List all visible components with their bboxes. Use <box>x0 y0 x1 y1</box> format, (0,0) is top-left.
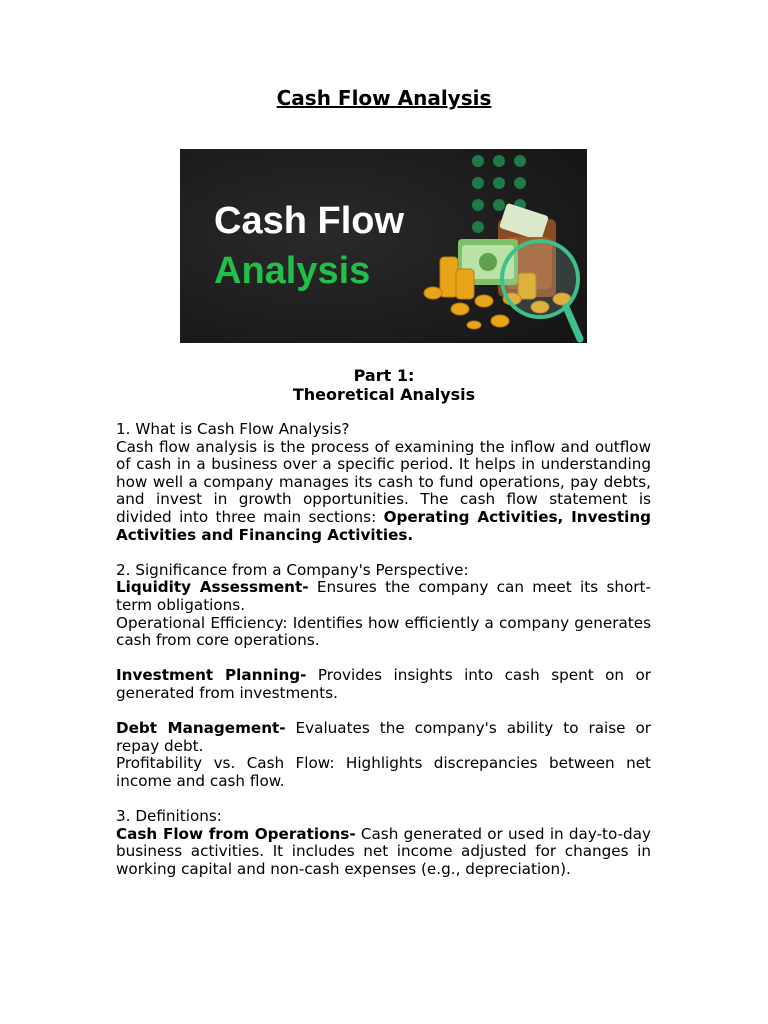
debt-item <box>116 720 651 755</box>
section-1-bold-list: Operating Activities, Investing Activities and Financing Activities. <box>116 507 651 544</box>
section-2-heading: 2. Significance from a Company's Perspective: <box>116 560 469 579</box>
document-title: Cash Flow Analysis <box>276 86 492 110</box>
part-title: Theoretical Analysis <box>292 385 476 404</box>
debt-text: Evaluates the company's ability to raise or repay debt. <box>116 719 651 755</box>
spacer <box>116 703 651 721</box>
cfo-text: Cash generated or used in day-to-day business activities. It includes net income adjusted for changes in working capital and non-cash expenses (e.g., depreciation). <box>116 824 651 878</box>
investment-text: Provides insights into cash spent on or generated from investments. <box>116 666 652 702</box>
profitability-item: Profitability vs. Cash Flow: Highlights discrepancies between net income and cash flow. <box>116 754 651 790</box>
operational-efficiency-item: Operational Efficiency: Identifies how efficiently a company generates cash from core operations. <box>116 613 651 650</box>
banner-title-line1: Cash Flow <box>214 200 405 242</box>
part-number: Part 1: <box>353 366 415 385</box>
liquidity-text: Ensures the company can meet its short-term obligations. <box>116 578 651 614</box>
spacer <box>116 790 651 808</box>
section-1-paragraph <box>116 439 651 545</box>
cfo-label: Cash Flow from Operations- <box>116 824 356 843</box>
section-3-heading: 3. Definitions: <box>116 807 222 826</box>
part-heading <box>0 366 768 404</box>
investment-label: Investment Planning- <box>116 666 307 685</box>
investment-item <box>116 667 651 702</box>
spacer <box>116 650 651 668</box>
cash-flow-banner-image <box>180 149 587 343</box>
liquidity-item <box>116 579 651 614</box>
banner-title-line2: Analysis <box>214 250 371 292</box>
liquidity-label: Liquidity Assessment- <box>116 578 309 597</box>
spacer <box>116 544 651 562</box>
cfo-item <box>116 826 651 879</box>
section-1-body: Cash flow analysis is the process of examining the inflow and outflow of cash in a business over a specific period. It helps in understanding how well a company manages its cash to fund operations, pay debts, and invest in growth opportunities. The cash flow statement is divided into three main sections: <box>116 437 651 526</box>
document-body <box>116 421 651 878</box>
debt-label: Debt Management- <box>116 719 286 738</box>
section-1-heading: 1. What is Cash Flow Analysis? <box>116 420 350 438</box>
